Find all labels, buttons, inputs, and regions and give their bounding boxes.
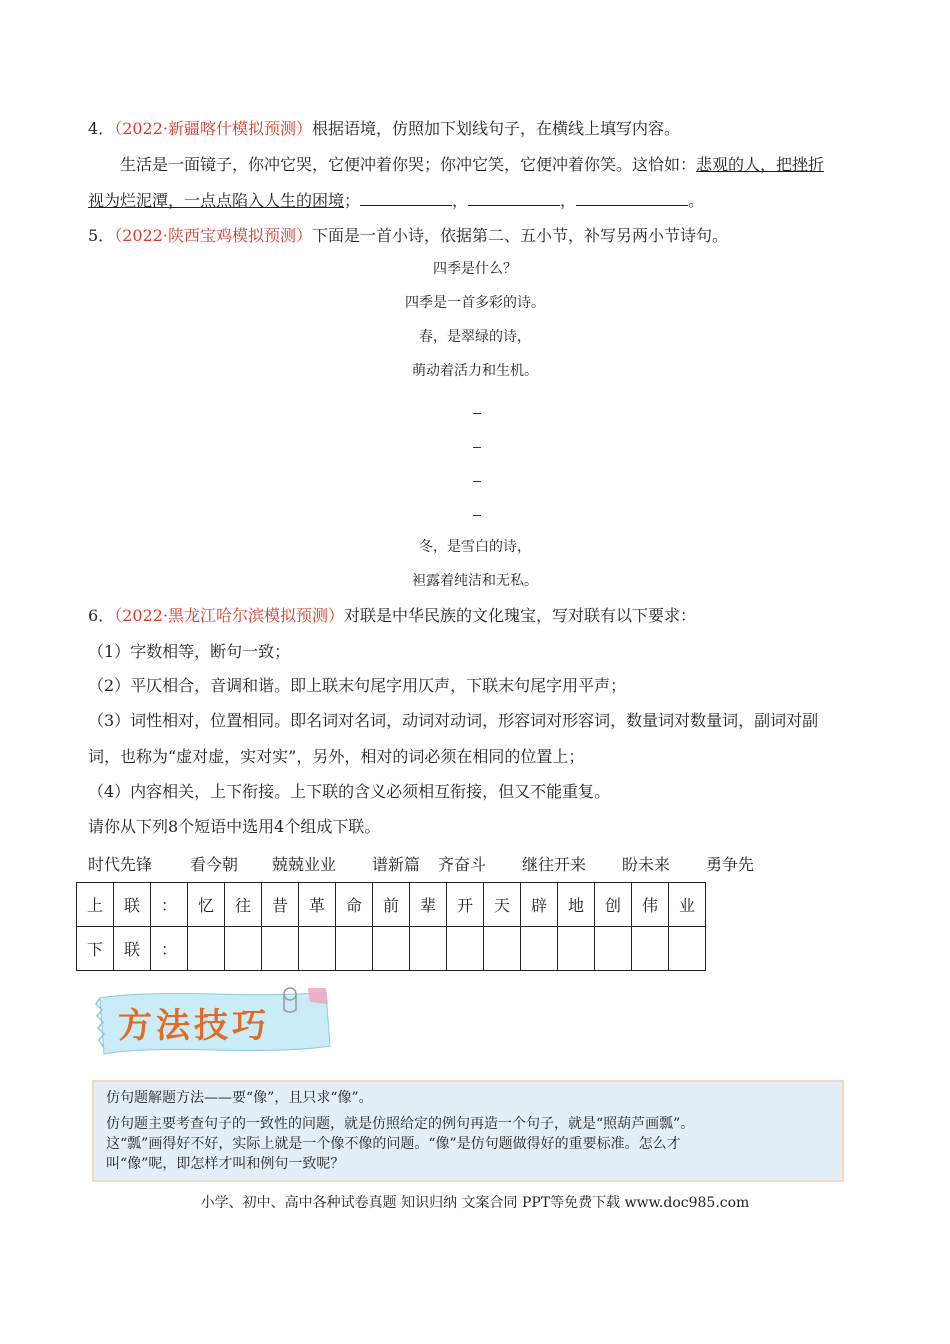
couplet-cell: ： (151, 927, 188, 971)
couplet-cell: 忆 (188, 883, 225, 927)
upper-couplet-row (77, 883, 706, 927)
poem-line: 冬，是雪白的诗， (419, 539, 531, 555)
tip-line: 这“瓢”画得好不好，实际上就是一个像不像的问题。“像”是仿句题做得好的重要标准。怎么才 (106, 1136, 681, 1152)
answer-cell[interactable] (484, 927, 521, 971)
answer-blank[interactable] (468, 189, 560, 206)
answer-cell[interactable] (299, 927, 336, 971)
couplet-cell: 创 (595, 883, 632, 927)
tip-line: 叫“像”呢，即怎样才叫和例句一致呢？ (106, 1156, 345, 1172)
phrase-option: 时代先锋 (88, 855, 153, 874)
answer-cell[interactable] (595, 927, 632, 971)
couplet-cell: 业 (669, 883, 706, 927)
underlined-sentence: 悲观的人，把挫折 (696, 155, 825, 174)
phrase-option: 齐奋斗 (438, 855, 487, 874)
method-tips-banner (94, 984, 334, 1060)
question-prompt: 对联是中华民族的文化瑰宝，写对联有以下要求： (344, 606, 697, 625)
answer-cell[interactable] (373, 927, 410, 971)
question-4-header (88, 118, 680, 140)
answer-cell[interactable] (669, 927, 706, 971)
answer-cell[interactable] (336, 927, 373, 971)
poem-line: 袒露着纯洁和无私。 (412, 573, 538, 589)
question-number: 5． (88, 226, 115, 245)
couplet-cell: 前 (373, 883, 410, 927)
couplet-cell: 革 (299, 883, 336, 927)
question-source: （2022·陕西宝鸡模拟预测） (114, 226, 312, 245)
couplet-cell: 开 (447, 883, 484, 927)
underlined-sentence: 视为烂泥潭，一点点陷入人生的困境 (88, 191, 345, 210)
couplet-cell: 下 (77, 927, 114, 971)
answer-cell[interactable] (632, 927, 669, 971)
lower-couplet-row (77, 927, 706, 971)
question-source: （2022·黑龙江哈尔滨模拟预测） (114, 606, 344, 625)
phrase-option: 盼未来 (622, 855, 671, 874)
couplet-cell: 昔 (262, 883, 299, 927)
question-number: 4． (88, 119, 115, 138)
answer-cell[interactable] (262, 927, 299, 971)
answer-blank[interactable] (576, 189, 688, 206)
question-6-header (88, 605, 696, 627)
paragraph-text: 生活是一面镜子，你冲它哭，它便冲着你哭；你冲它笑，它便冲着你笑。这恰如： (120, 155, 697, 174)
tip-line: 仿句题解题方法——要“像”，且只求“像”。 (106, 1090, 373, 1106)
answer-cell[interactable] (410, 927, 447, 971)
couplet-cell: 辟 (521, 883, 558, 927)
poem-line: 四季是什么？ (433, 261, 517, 277)
poem-blank[interactable] (473, 481, 481, 482)
answer-cell[interactable] (558, 927, 595, 971)
question-5-header (88, 225, 728, 247)
poem-line: 四季是一首多彩的诗。 (405, 295, 545, 311)
couplet-cell: 往 (225, 883, 262, 927)
couplet-cell: 地 (558, 883, 595, 927)
couplet-cell: 上 (77, 883, 114, 927)
question-4-paragraph-line1 (120, 154, 824, 176)
poem-line: 春，是翠绿的诗， (419, 329, 531, 345)
tips-box (92, 1080, 844, 1182)
requirement-1: （1）字数相等，断句一致； (88, 642, 291, 661)
poem-blank[interactable] (473, 447, 481, 448)
poem-blank[interactable] (473, 515, 481, 516)
question-number: 6． (88, 606, 115, 625)
couplet-cell: 联 (114, 927, 151, 971)
requirement-4: （4）内容相关，上下衔接。上下联的含义必须相互衔接，但又不能重复。 (88, 782, 611, 801)
answer-blank[interactable] (360, 189, 452, 206)
requirement-2: （2）平仄相合，音调和谐。即上联末句尾字用仄声，下联末句尾字用平声； (88, 676, 627, 695)
phrase-option: 继往开来 (522, 855, 587, 874)
banner-title: 方法技巧 (118, 1006, 270, 1046)
couplet-cell: 辈 (410, 883, 447, 927)
requirement-3: （3）词性相对，位置相同。即名词对名词，动词对动词，形容词对形容词，数量词对数量词，副词对副 (88, 711, 819, 730)
answer-cell[interactable] (188, 927, 225, 971)
answer-cell[interactable] (447, 927, 484, 971)
couplet-cell: ： (151, 883, 188, 927)
phrase-option: 兢兢业业 (272, 855, 337, 874)
phrase-option: 谱新篇 (372, 855, 421, 874)
question-4-paragraph-line2: 视为烂泥潭，一点点陷入人生的困境； ， ， 。 (88, 191, 705, 210)
question-prompt: 根据语境，仿照加下划线句子，在横线上填写内容。 (312, 119, 681, 138)
couplet-table (76, 882, 706, 971)
couplet-cell: 命 (336, 883, 373, 927)
couplet-cell: 联 (114, 883, 151, 927)
page-footer: 小学、初中、高中各种试卷真题 知识归纳 文案合同 PPT等免费下载 www.doc985.com (200, 1195, 750, 1211)
poem-blank[interactable] (473, 413, 481, 414)
question-prompt: 下面是一首小诗，依据第二、五小节，补写另两小节诗句。 (312, 226, 729, 245)
requirement-3-cont: 词，也称为“虚对虚，实对实”，另外，相对的词必须在相同的位置上； (88, 747, 585, 766)
instruction: 请你从下列8个短语中选用4个组成下联。 (88, 817, 381, 836)
phrase-option: 勇争先 (706, 855, 755, 874)
answer-cell[interactable] (225, 927, 262, 971)
couplet-cell: 天 (484, 883, 521, 927)
poem-line: 萌动着活力和生机。 (412, 363, 538, 379)
couplet-cell: 伟 (632, 883, 669, 927)
phrase-option: 看今朝 (190, 855, 239, 874)
answer-cell[interactable] (521, 927, 558, 971)
tip-line: 仿句题主要考查句子的一致性的问题，就是仿照给定的例句再造一个句子，就是“照葫芦画瓢”。 (106, 1116, 695, 1132)
question-source: （2022·新疆喀什模拟预测） (114, 119, 312, 138)
